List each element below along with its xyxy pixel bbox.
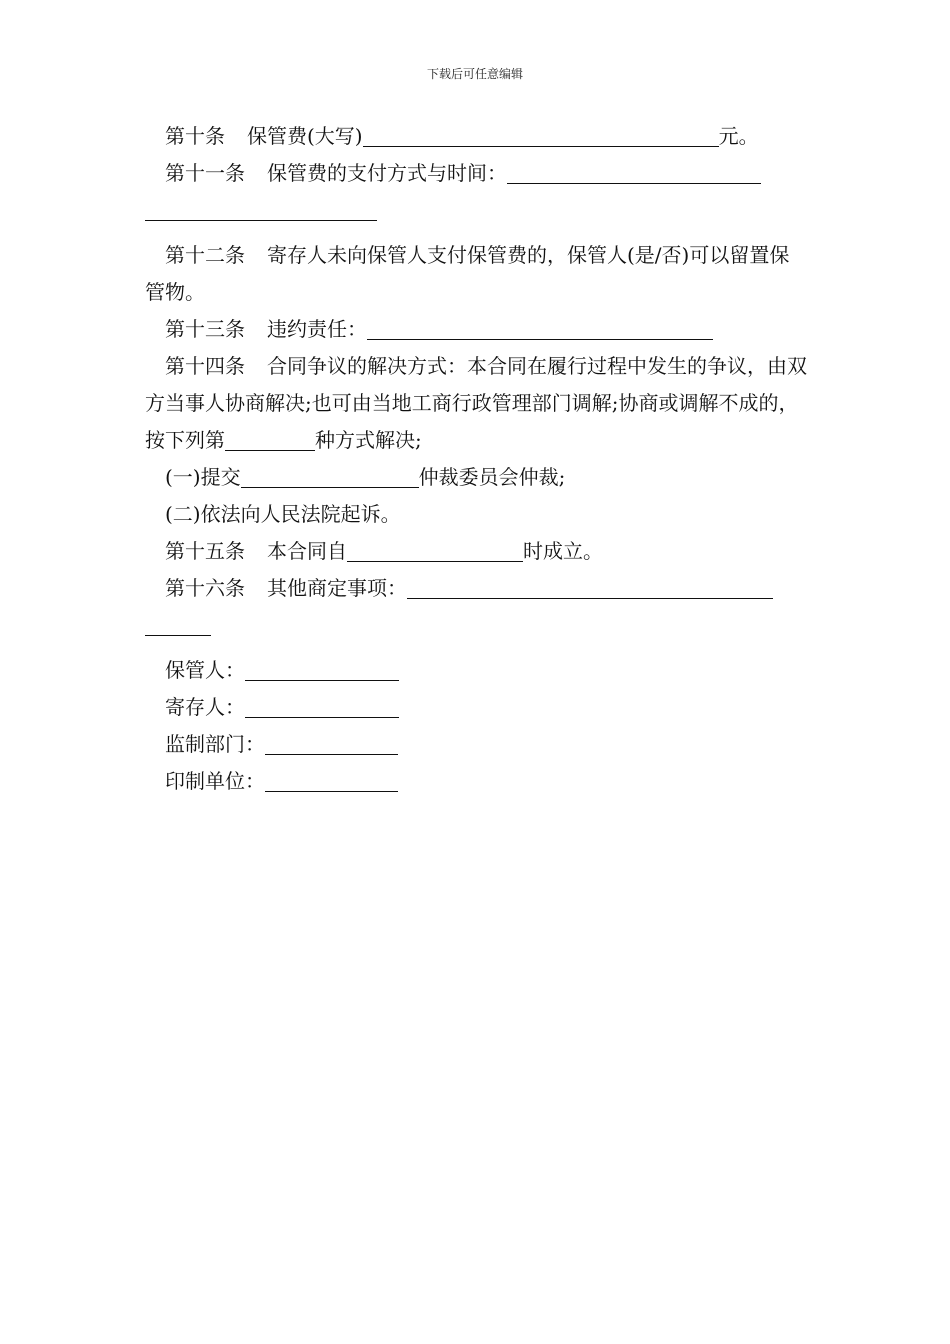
option-1-prefix: (一)提交 (165, 465, 241, 489)
article-14-suffix: 种方式解决; (315, 428, 422, 452)
article-11-label: 第十一条 (165, 161, 245, 185)
option-1-suffix: 仲裁委员会仲裁; (418, 465, 566, 489)
dispute-method-blank[interactable] (225, 426, 315, 451)
article-15-text: 本合同自 (267, 539, 347, 563)
depositor-signature-blank[interactable] (245, 693, 399, 718)
storage-fee-blank[interactable] (363, 122, 719, 147)
article-15-suffix: 时成立。 (523, 539, 603, 563)
payment-method-blank-continued[interactable] (145, 196, 377, 221)
article-12-text: 寄存人未向保管人支付保管费的，保管人(是/否)可以留置保管物。 (145, 243, 790, 304)
arbitration-committee-blank[interactable] (241, 463, 419, 488)
article-13-label: 第十三条 (165, 317, 245, 341)
effective-time-blank[interactable] (347, 537, 523, 562)
depositor-label: 寄存人： (165, 695, 245, 719)
article-16-text: 其他商定事项： (267, 576, 407, 600)
signature-printer (145, 763, 807, 800)
article-11-continued (145, 192, 807, 229)
article-11-text: 保管费的支付方式与时间： (267, 161, 507, 185)
signature-custodian (145, 652, 807, 689)
article-13 (145, 311, 807, 348)
article-13-text: 违约责任： (267, 317, 367, 341)
custodian-signature-blank[interactable] (245, 656, 399, 681)
contract-body (145, 118, 807, 800)
payment-method-blank[interactable] (507, 159, 761, 184)
printer-blank[interactable] (265, 767, 398, 792)
article-10-suffix: 元。 (718, 124, 759, 148)
article-12 (145, 237, 807, 311)
article-10-label: 第十条 (165, 124, 225, 148)
other-matters-blank[interactable] (407, 574, 773, 599)
article-10 (145, 118, 807, 155)
article-12-label: 第十二条 (165, 243, 245, 267)
custodian-label: 保管人： (165, 658, 245, 682)
article-15 (145, 533, 807, 570)
article-10-text: 保管费(大写) (247, 124, 363, 148)
supervisor-blank[interactable] (265, 730, 398, 755)
article-11 (145, 155, 807, 192)
article-14-label: 第十四条 (165, 354, 245, 378)
signature-supervisor (145, 726, 807, 763)
article-15-label: 第十五条 (165, 539, 245, 563)
page-header: 下载后可任意编辑 (426, 67, 523, 81)
option-1 (145, 459, 807, 496)
article-16-continued (145, 607, 807, 644)
supervisor-label: 监制部门： (165, 732, 265, 756)
article-14-text: 合同争议的解决方式：本合同在履行过程中发生的争议，由双方当事人协商解决;也可由当地工商行政管理部门调解;协商或调解不成的，按下列第 (145, 354, 807, 452)
signature-depositor (145, 689, 807, 726)
option-2: (二)依法向人民法院起诉。 (165, 502, 401, 526)
article-14 (145, 348, 807, 459)
other-matters-blank-continued[interactable] (145, 611, 211, 636)
article-16 (145, 570, 807, 607)
article-16-label: 第十六条 (165, 576, 245, 600)
liability-blank[interactable] (367, 315, 713, 340)
printer-label: 印制单位： (165, 769, 265, 793)
